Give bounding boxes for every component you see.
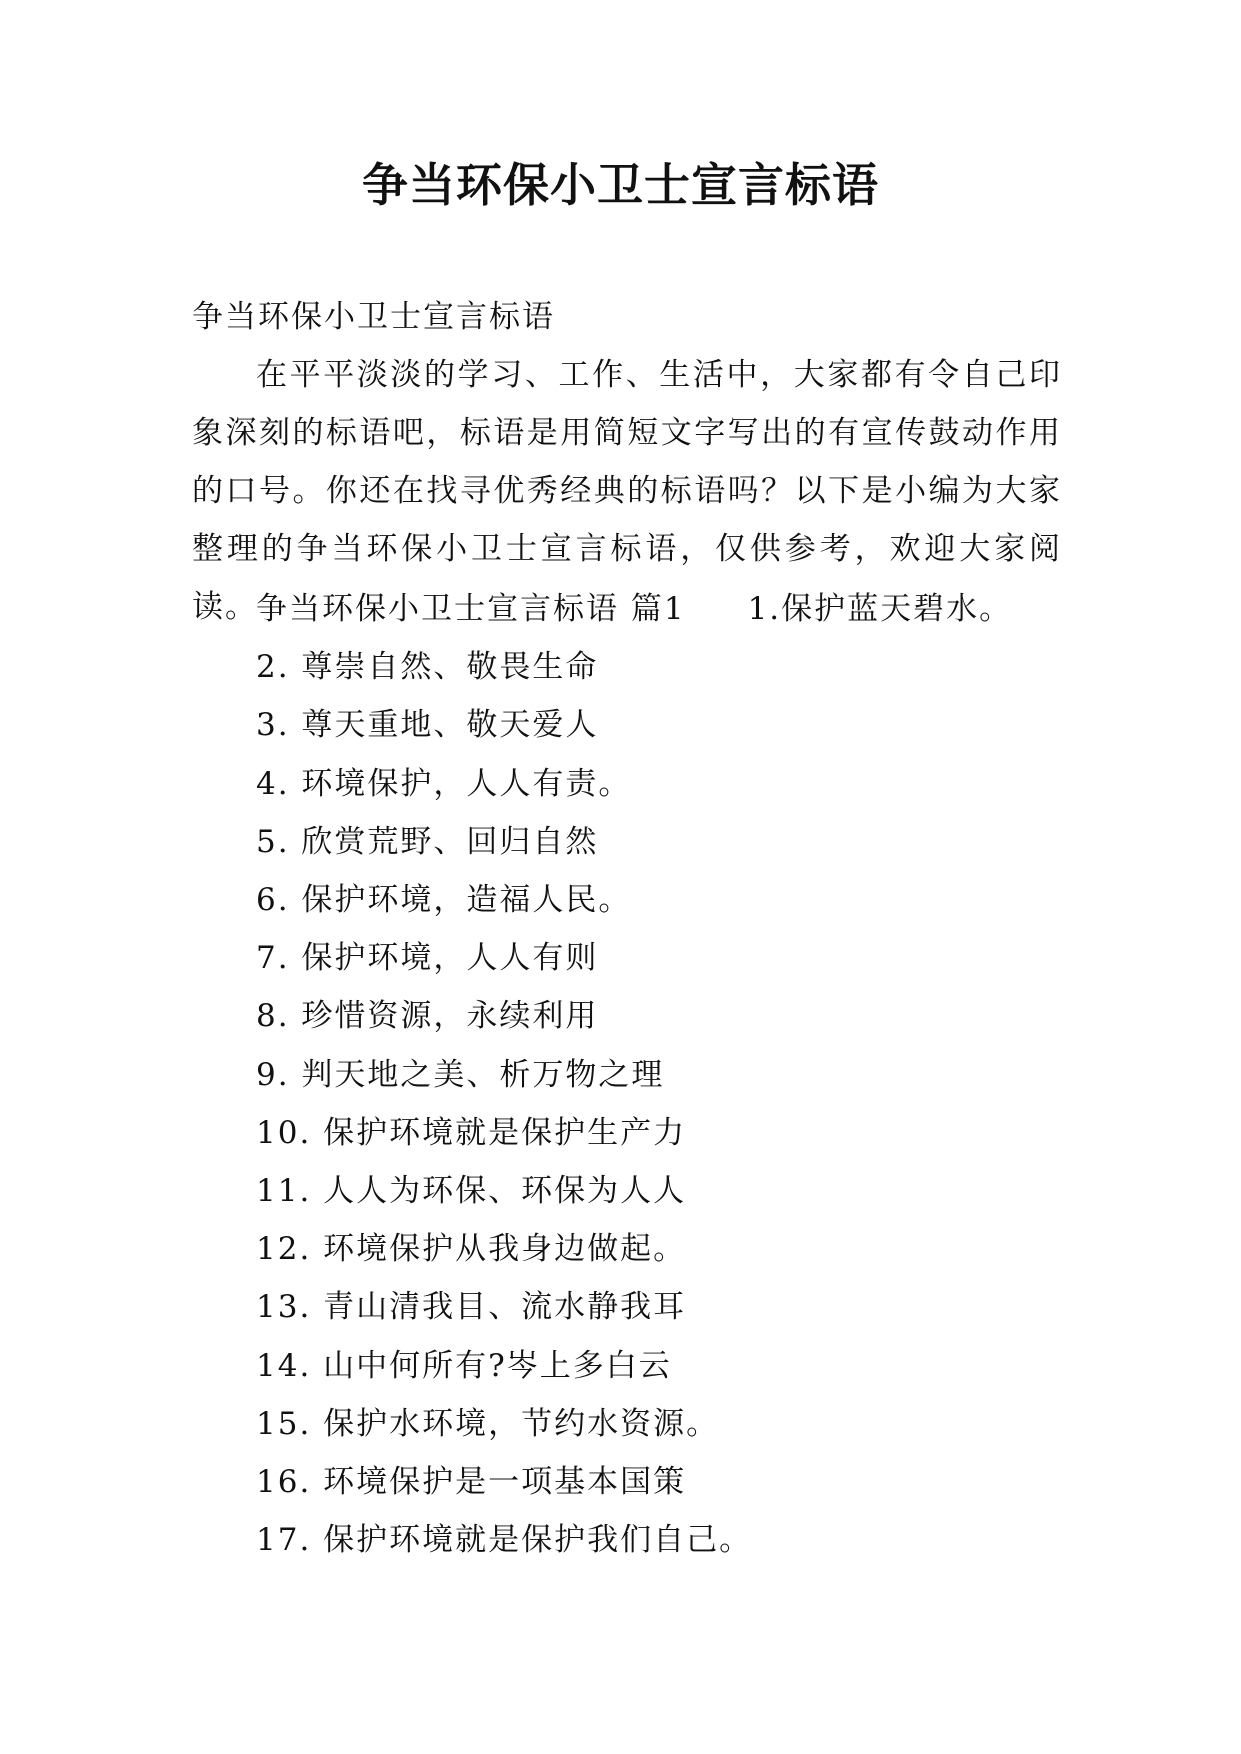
list-item: 13. 青山清我目、流水静我耳 [256, 1289, 687, 1326]
list-item: 4. 环境保护，人人有责。 [256, 765, 632, 802]
document-subtitle: 争当环保小卫士宣言标语 [192, 299, 555, 335]
section-heading: 争当环保小卫士宣言标语 篇1 [256, 591, 686, 627]
list-item: 5. 欣赏荒野、回归自然 [256, 823, 599, 860]
list-item [256, 580, 1056, 638]
slogan-item-1: 1.保护蓝天碧水。 [747, 591, 1013, 627]
list-item: 7. 保护环境，人人有则 [256, 940, 599, 977]
list-item: 6. 保护环境，造福人民。 [256, 882, 632, 919]
list-item: 8. 珍惜资源，永续利用 [256, 998, 599, 1035]
list-item: 15. 保护水环境，节约水资源。 [256, 1405, 720, 1442]
list-item: 16. 环境保护是一项基本国策 [256, 1464, 687, 1501]
list-item: 12. 环境保护从我身边做起。 [256, 1231, 687, 1268]
list-item: 17. 保护环境就是保护我们自己。 [256, 1522, 753, 1559]
slogan-list [256, 580, 1056, 1569]
list-item: 2. 尊崇自然、敬畏生命 [256, 649, 599, 686]
intro-paragraph: 在平平淡淡的学习、工作、生活中，大家都有令自己印象深刻的标语吧，标语是用简短文字写出的有宣传鼓动作用的口号。你还在找寻优秀经典的标语吗？以下是小编为大家整理的争当环保小卫士宣言标语，仅供参考，欢迎大家阅读。 [192, 357, 1062, 625]
list-item: 3. 尊天重地、敬天爱人 [256, 707, 599, 744]
list-item: 11. 人人为环保、环保为人人 [256, 1173, 687, 1210]
document-title: 争当环保小卫士宣言标语 [362, 158, 879, 212]
list-item: 14. 山中何所有?岑上多白云 [256, 1347, 672, 1384]
list-item: 9. 判天地之美、析万物之理 [256, 1056, 665, 1093]
list-item: 10. 保护环境就是保护生产力 [256, 1114, 687, 1151]
